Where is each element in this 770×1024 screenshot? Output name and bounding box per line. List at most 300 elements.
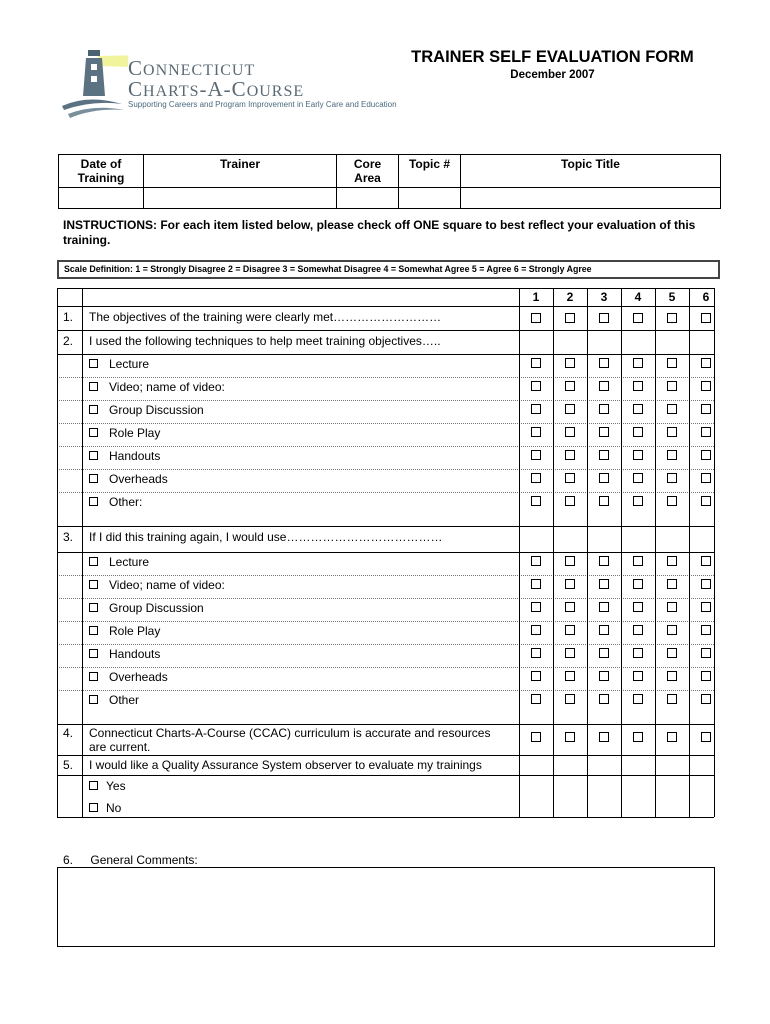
column-divider [519, 469, 520, 492]
column-divider [82, 423, 83, 446]
column-divider [587, 644, 588, 667]
column-divider [519, 690, 520, 724]
q3-option-0-rating-4-checkbox[interactable] [633, 556, 643, 566]
table-row [57, 598, 714, 621]
q3-option-4-rating-1-checkbox[interactable] [531, 648, 541, 658]
column-divider [57, 288, 58, 306]
column-divider [621, 598, 622, 621]
header-trainer: Trainer [144, 155, 337, 188]
column-divider [689, 469, 690, 492]
q3-option-0-label: Lecture [109, 555, 150, 569]
column-divider [587, 775, 588, 817]
q3-option-5-rating-1-checkbox[interactable] [531, 671, 541, 681]
form-date: December 2007 [510, 69, 595, 81]
q3-option-4-rating-5-checkbox[interactable] [667, 648, 677, 658]
column-divider [621, 469, 622, 492]
column-divider [714, 724, 715, 755]
q2-option-4-label: Handouts [109, 449, 161, 463]
q3-option-6-checkbox[interactable] [89, 695, 98, 704]
q3-option-2-rating-3-checkbox[interactable] [599, 602, 609, 612]
q2-option-6-checkbox[interactable] [89, 497, 98, 506]
column-divider [655, 621, 656, 644]
q2-option-1-rating-3-checkbox[interactable] [599, 381, 609, 391]
q2-option-1-rating-6-checkbox[interactable] [701, 381, 711, 391]
column-divider [655, 423, 656, 446]
column-divider [587, 469, 588, 492]
column-divider [57, 775, 58, 817]
column-divider [553, 446, 554, 469]
column-divider [655, 690, 656, 724]
column-divider [587, 306, 588, 330]
q3-option-0-rating-5-checkbox[interactable] [667, 556, 677, 566]
column-divider [655, 469, 656, 492]
column-divider [714, 354, 715, 377]
q3-option-5-rating-5-checkbox[interactable] [667, 671, 677, 681]
q1-rating-4-checkbox[interactable] [633, 313, 643, 323]
q3-option-6-rating-6-checkbox[interactable] [701, 694, 711, 704]
column-divider [621, 621, 622, 644]
column-divider [689, 598, 690, 621]
column-divider [82, 644, 83, 667]
column-divider [519, 621, 520, 644]
q1-text: The objectives of the training were clearly met……………………… [89, 310, 442, 324]
table-row [57, 667, 714, 690]
q3-option-4-checkbox[interactable] [89, 649, 98, 658]
column-divider [553, 690, 554, 724]
column-divider [519, 775, 520, 817]
q3-option-3-label: Role Play [109, 624, 161, 638]
q2-option-6-rating-3-checkbox[interactable] [599, 496, 609, 506]
column-divider [519, 552, 520, 575]
column-divider [553, 755, 554, 775]
column-divider [82, 755, 83, 775]
column-divider [82, 400, 83, 423]
column-divider [621, 446, 622, 469]
column-divider [655, 775, 656, 817]
table-row [57, 469, 714, 492]
column-divider [587, 377, 588, 400]
topic-number-cell[interactable] [399, 188, 461, 209]
q2-option-0-rating-4-checkbox[interactable] [633, 358, 643, 368]
column-divider [714, 377, 715, 400]
column-divider [57, 492, 58, 526]
q3-option-3-rating-2-checkbox[interactable] [565, 625, 575, 635]
q1-rating-1-checkbox[interactable] [531, 313, 541, 323]
column-divider [714, 552, 715, 575]
column-divider [553, 644, 554, 667]
q2-option-2-rating-2-checkbox[interactable] [565, 404, 575, 414]
q3-option-5-rating-2-checkbox[interactable] [565, 671, 575, 681]
q2-option-3-label: Role Play [109, 426, 161, 440]
column-divider [689, 446, 690, 469]
q3-option-0-checkbox[interactable] [89, 557, 98, 566]
q2-option-5-rating-4-checkbox[interactable] [633, 473, 643, 483]
column-divider [82, 377, 83, 400]
q3-option-0-rating-2-checkbox[interactable] [565, 556, 575, 566]
core-area-cell[interactable] [337, 188, 399, 209]
q2-option-2-rating-3-checkbox[interactable] [599, 404, 609, 414]
column-divider [82, 330, 83, 354]
trainer-cell[interactable] [144, 188, 337, 209]
table-row [57, 492, 714, 526]
q3-option-1-rating-1-checkbox[interactable] [531, 579, 541, 589]
column-divider [57, 526, 58, 552]
q2-option-4-rating-6-checkbox[interactable] [701, 450, 711, 460]
q4-rating-4-checkbox[interactable] [633, 732, 643, 742]
column-divider [57, 469, 58, 492]
logo-title-line1: CONNECTICUT [128, 56, 256, 80]
general-comments-box[interactable] [57, 867, 715, 947]
q2-option-2-checkbox[interactable] [89, 405, 98, 414]
q2-option-4-rating-1-checkbox[interactable] [531, 450, 541, 460]
column-divider [621, 400, 622, 423]
q3-option-1-rating-3-checkbox[interactable] [599, 579, 609, 589]
column-divider [714, 400, 715, 423]
q3-option-3-rating-4-checkbox[interactable] [633, 625, 643, 635]
q2-option-6-rating-6-checkbox[interactable] [701, 496, 711, 506]
rating-header-2: 2 [566, 290, 574, 304]
q3-option-4-rating-2-checkbox[interactable] [565, 648, 575, 658]
column-divider [57, 423, 58, 446]
row-divider [57, 817, 714, 818]
q4-rating-2-checkbox[interactable] [565, 732, 575, 742]
header-core-area: Core Area [337, 155, 399, 188]
column-divider [553, 400, 554, 423]
q4-rating-3-checkbox[interactable] [599, 732, 609, 742]
table-row [57, 690, 714, 724]
column-divider [714, 575, 715, 598]
column-divider [655, 755, 656, 775]
column-divider [587, 423, 588, 446]
column-divider [519, 330, 520, 354]
q3-option-0-rating-3-checkbox[interactable] [599, 556, 609, 566]
q3-option-4-label: Handouts [109, 647, 161, 661]
table-row [57, 354, 714, 377]
q3-option-1-rating-5-checkbox[interactable] [667, 579, 677, 589]
q2-option-1-rating-4-checkbox[interactable] [633, 381, 643, 391]
q2-option-4-rating-3-checkbox[interactable] [599, 450, 609, 460]
q3-option-2-rating-4-checkbox[interactable] [633, 602, 643, 612]
column-divider [689, 575, 690, 598]
q6-text: General Comments: [90, 853, 198, 867]
q5-text: I would like a Quality Assurance System observer to evaluate my trainings [89, 758, 482, 772]
column-divider [587, 755, 588, 775]
column-divider [621, 667, 622, 690]
column-divider [655, 400, 656, 423]
column-divider [519, 446, 520, 469]
column-divider [553, 377, 554, 400]
table-row [57, 377, 714, 400]
column-divider [655, 724, 656, 755]
q3-option-3-rating-6-checkbox[interactable] [701, 625, 711, 635]
q1-number: 1. [63, 310, 74, 324]
column-divider [621, 377, 622, 400]
q2-option-3-rating-3-checkbox[interactable] [599, 427, 609, 437]
column-divider [57, 330, 58, 354]
column-divider [587, 330, 588, 354]
column-divider [689, 644, 690, 667]
q3-option-6-rating-1-checkbox[interactable] [531, 694, 541, 704]
q2-option-5-rating-1-checkbox[interactable] [531, 473, 541, 483]
column-divider [714, 330, 715, 354]
q3-option-4-rating-6-checkbox[interactable] [701, 648, 711, 658]
q2-option-5-rating-6-checkbox[interactable] [701, 473, 711, 483]
q2-option-2-rating-1-checkbox[interactable] [531, 404, 541, 414]
q2-option-3-rating-1-checkbox[interactable] [531, 427, 541, 437]
q3-option-3-rating-5-checkbox[interactable] [667, 625, 677, 635]
table-row [57, 755, 714, 775]
column-divider [621, 724, 622, 755]
column-divider [553, 667, 554, 690]
column-divider [689, 400, 690, 423]
q1-rating-6-checkbox[interactable] [701, 313, 711, 323]
rating-header-3: 3 [600, 290, 608, 304]
q2-option-5-rating-3-checkbox[interactable] [599, 473, 609, 483]
q2-option-4-rating-5-checkbox[interactable] [667, 450, 677, 460]
q2-option-5-rating-2-checkbox[interactable] [565, 473, 575, 483]
q3-option-0-rating-1-checkbox[interactable] [531, 556, 541, 566]
column-divider [587, 354, 588, 377]
column-divider [82, 724, 83, 755]
column-divider [553, 492, 554, 526]
column-divider [57, 377, 58, 400]
q3-option-6-rating-4-checkbox[interactable] [633, 694, 643, 704]
table-row [57, 775, 714, 817]
column-divider [82, 690, 83, 724]
column-divider [553, 354, 554, 377]
logo-tagline: Supporting Careers and Program Improvement in Early Care and Education [128, 100, 397, 109]
column-divider [587, 400, 588, 423]
q3-text: If I did this training again, I would use………………………………… [89, 530, 443, 544]
table-row [57, 575, 714, 598]
column-divider [689, 755, 690, 775]
q3-option-2-rating-5-checkbox[interactable] [667, 602, 677, 612]
q3-option-4-rating-3-checkbox[interactable] [599, 648, 609, 658]
q3-option-3-rating-1-checkbox[interactable] [531, 625, 541, 635]
table-row [57, 552, 714, 575]
q3-option-6-rating-2-checkbox[interactable] [565, 694, 575, 704]
column-divider [553, 469, 554, 492]
q2-option-3-rating-5-checkbox[interactable] [667, 427, 677, 437]
q2-text: I used the following techniques to help meet training objectives….. [89, 334, 441, 348]
column-divider [689, 690, 690, 724]
header-date-of-training: Date of Training [59, 155, 144, 188]
column-divider [587, 598, 588, 621]
column-divider [57, 354, 58, 377]
q2-option-3-rating-6-checkbox[interactable] [701, 427, 711, 437]
table-row [57, 423, 714, 446]
q2-option-0-rating-6-checkbox[interactable] [701, 358, 711, 368]
form-title: TRAINER SELF EVALUATION FORM [411, 48, 694, 66]
q3-option-5-rating-6-checkbox[interactable] [701, 671, 711, 681]
column-divider [57, 755, 58, 775]
column-divider [587, 690, 588, 724]
column-divider [689, 354, 690, 377]
q3-option-6-rating-3-checkbox[interactable] [599, 694, 609, 704]
q2-option-6-rating-5-checkbox[interactable] [667, 496, 677, 506]
q3-option-2-label: Group Discussion [109, 601, 204, 615]
column-divider [57, 621, 58, 644]
q2-option-1-rating-2-checkbox[interactable] [565, 381, 575, 391]
q4-rating-5-checkbox[interactable] [667, 732, 677, 742]
q5-option-1-label: No [106, 801, 122, 815]
q2-option-5-rating-5-checkbox[interactable] [667, 473, 677, 483]
column-divider [519, 575, 520, 598]
q2-option-6-rating-1-checkbox[interactable] [531, 496, 541, 506]
q5-option-0-checkbox[interactable] [89, 781, 98, 790]
q4-rating-1-checkbox[interactable] [531, 732, 541, 742]
column-divider [655, 575, 656, 598]
column-divider [655, 354, 656, 377]
logo [58, 44, 398, 124]
q2-option-3-rating-2-checkbox[interactable] [565, 427, 575, 437]
column-divider [714, 621, 715, 644]
q3-option-1-checkbox[interactable] [89, 580, 98, 589]
q2-option-5-checkbox[interactable] [89, 474, 98, 483]
table-row [57, 288, 714, 306]
column-divider [519, 644, 520, 667]
q3-option-2-rating-2-checkbox[interactable] [565, 602, 575, 612]
rating-header-6: 6 [702, 290, 710, 304]
q2-option-4-checkbox[interactable] [89, 451, 98, 460]
q3-option-3-checkbox[interactable] [89, 626, 98, 635]
column-divider [82, 469, 83, 492]
q2-option-0-rating-5-checkbox[interactable] [667, 358, 677, 368]
column-divider [689, 724, 690, 755]
q5-option-1-checkbox[interactable] [89, 803, 98, 812]
column-divider [714, 446, 715, 469]
q2-option-6-rating-2-checkbox[interactable] [565, 496, 575, 506]
scale-definition: Scale Definition: 1 = Strongly Disagree 2 = Disagree 3 = Somewhat Disagree 4 = Somewhat Agree 5 = Agree 6 = Strongly Agree [57, 260, 720, 279]
column-divider [82, 288, 83, 306]
q3-option-0-rating-6-checkbox[interactable] [701, 556, 711, 566]
column-divider [57, 400, 58, 423]
q2-option-0-rating-1-checkbox[interactable] [531, 358, 541, 368]
q2-option-1-rating-1-checkbox[interactable] [531, 381, 541, 391]
column-divider [689, 377, 690, 400]
column-divider [57, 306, 58, 330]
q2-option-0-checkbox[interactable] [89, 359, 98, 368]
training-info-table [58, 154, 721, 209]
column-divider [714, 775, 715, 817]
q3-option-5-rating-3-checkbox[interactable] [599, 671, 609, 681]
q2-number: 2. [63, 334, 74, 348]
q4-rating-6-checkbox[interactable] [701, 732, 711, 742]
column-divider [621, 690, 622, 724]
q3-option-5-rating-4-checkbox[interactable] [633, 671, 643, 681]
column-divider [553, 598, 554, 621]
column-divider [57, 598, 58, 621]
q2-option-1-checkbox[interactable] [89, 382, 98, 391]
column-divider [621, 306, 622, 330]
q3-option-4-rating-4-checkbox[interactable] [633, 648, 643, 658]
column-divider [655, 492, 656, 526]
q3-option-2-rating-1-checkbox[interactable] [531, 602, 541, 612]
table-row [57, 400, 714, 423]
column-divider [57, 690, 58, 724]
q1-rating-5-checkbox[interactable] [667, 313, 677, 323]
column-divider [655, 306, 656, 330]
column-divider [689, 330, 690, 354]
q2-option-4-rating-2-checkbox[interactable] [565, 450, 575, 460]
q3-option-2-checkbox[interactable] [89, 603, 98, 612]
column-divider [689, 621, 690, 644]
column-divider [587, 526, 588, 552]
column-divider [553, 306, 554, 330]
q2-option-4-rating-4-checkbox[interactable] [633, 450, 643, 460]
column-divider [82, 621, 83, 644]
column-divider [553, 621, 554, 644]
q3-option-2-rating-6-checkbox[interactable] [701, 602, 711, 612]
column-divider [714, 690, 715, 724]
q3-option-1-rating-2-checkbox[interactable] [565, 579, 575, 589]
column-divider [714, 469, 715, 492]
instructions: INSTRUCTIONS: For each item listed below, please check off ONE square to best reflect your evaluation of this training. [63, 218, 696, 247]
column-divider [519, 306, 520, 330]
q2-option-0-rating-3-checkbox[interactable] [599, 358, 609, 368]
q4-number: 4. [63, 726, 74, 740]
column-divider [553, 423, 554, 446]
q2-option-0-rating-2-checkbox[interactable] [565, 358, 575, 368]
q2-option-2-label: Group Discussion [109, 403, 204, 417]
column-divider [57, 575, 58, 598]
date-of-training-cell[interactable] [59, 188, 144, 209]
q2-option-3-rating-4-checkbox[interactable] [633, 427, 643, 437]
header-topic-title: Topic Title [461, 155, 721, 188]
column-divider [714, 644, 715, 667]
q2-option-6-rating-4-checkbox[interactable] [633, 496, 643, 506]
column-divider [57, 644, 58, 667]
column-divider [689, 667, 690, 690]
table-row [57, 526, 714, 552]
q3-option-5-label: Overheads [109, 670, 168, 684]
q3-option-1-rating-6-checkbox[interactable] [701, 579, 711, 589]
q2-option-2-rating-5-checkbox[interactable] [667, 404, 677, 414]
q3-option-6-rating-5-checkbox[interactable] [667, 694, 677, 704]
column-divider [553, 575, 554, 598]
column-divider [82, 575, 83, 598]
q2-option-2-rating-4-checkbox[interactable] [633, 404, 643, 414]
table-row [57, 330, 714, 354]
q2-option-5-label: Overheads [109, 472, 168, 486]
q1-rating-3-checkbox[interactable] [599, 313, 609, 323]
q2-option-3-checkbox[interactable] [89, 428, 98, 437]
column-divider [655, 598, 656, 621]
q3-option-1-label: Video; name of video: [109, 578, 225, 592]
rating-header-4: 4 [634, 290, 642, 304]
column-divider [621, 755, 622, 775]
q1-rating-2-checkbox[interactable] [565, 313, 575, 323]
column-divider [587, 575, 588, 598]
column-divider [655, 446, 656, 469]
topic-title-cell[interactable] [461, 188, 721, 209]
column-divider [587, 446, 588, 469]
q3-option-1-rating-4-checkbox[interactable] [633, 579, 643, 589]
column-divider [714, 755, 715, 775]
q3-option-5-checkbox[interactable] [89, 672, 98, 681]
column-divider [587, 667, 588, 690]
column-divider [587, 492, 588, 526]
q2-option-1-rating-5-checkbox[interactable] [667, 381, 677, 391]
q5-option-0-label: Yes [106, 779, 126, 793]
column-divider [714, 423, 715, 446]
column-divider [82, 552, 83, 575]
column-divider [57, 724, 58, 755]
column-divider [82, 667, 83, 690]
q3-option-3-rating-3-checkbox[interactable] [599, 625, 609, 635]
rating-header-5: 5 [668, 290, 676, 304]
q2-option-2-rating-6-checkbox[interactable] [701, 404, 711, 414]
